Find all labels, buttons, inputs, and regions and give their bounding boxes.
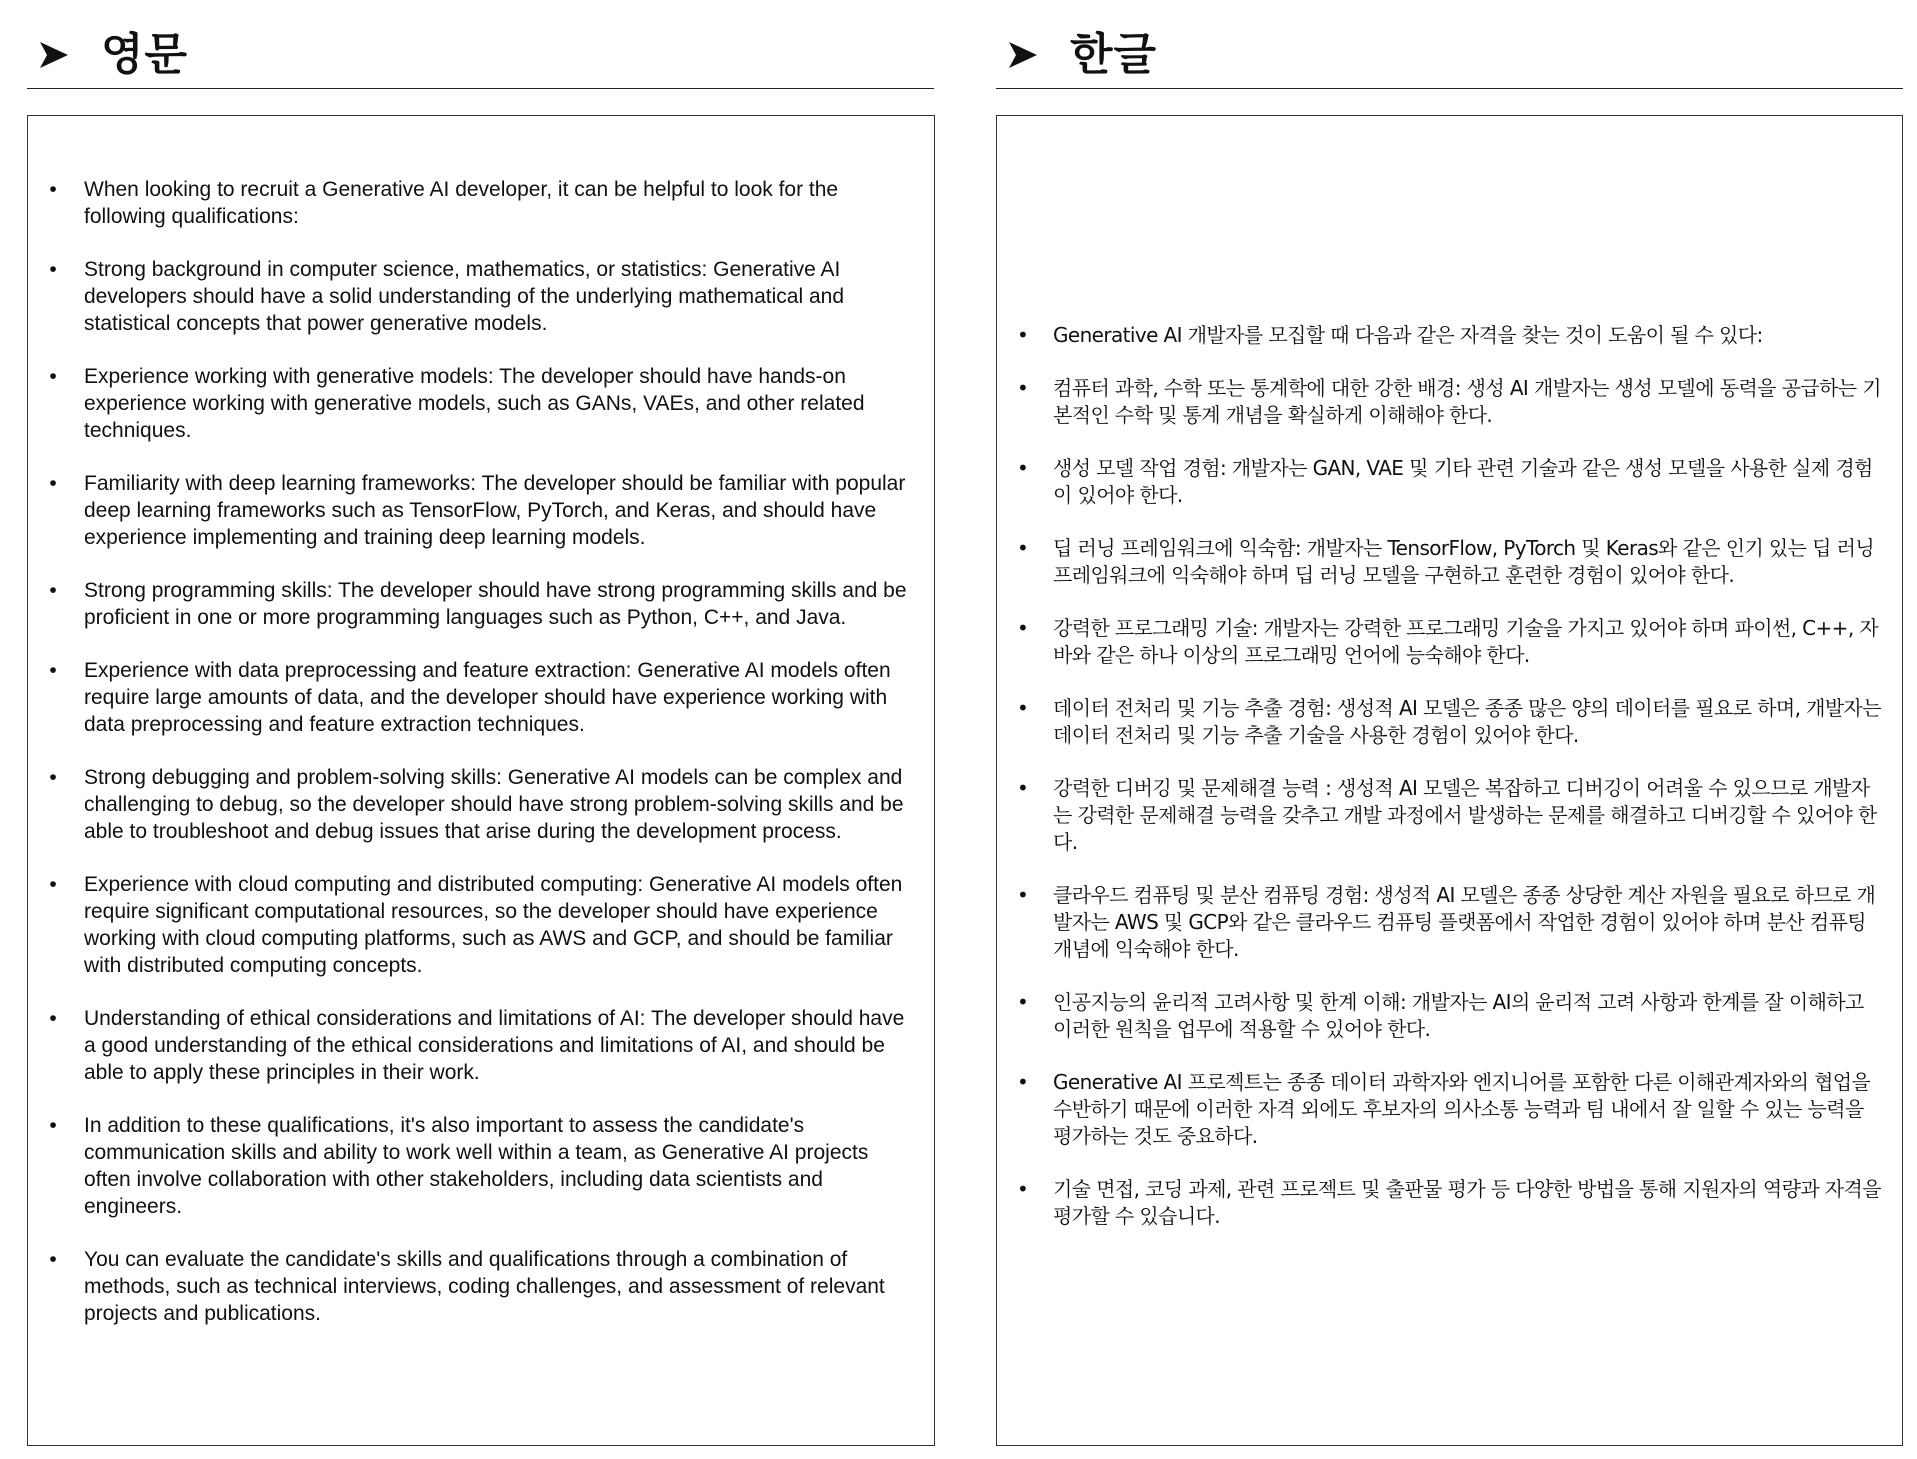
bullet-dot-icon: • [49,178,57,201]
list-item [997,615,1902,669]
list-item-text: Generative AI 개발자를 모집할 때 다음과 같은 자격을 찾는 것이 도움이 될 수 있다: [1053,323,1763,347]
arrowhead-bullet-icon [37,38,71,72]
list-item [997,375,1902,429]
english-section-header [27,22,934,89]
bullet-dot-icon: • [1017,883,1029,907]
bullet-dot-icon: • [49,1114,57,1137]
bullet-dot-icon: • [49,365,57,388]
list-item [997,695,1902,749]
list-item-text: In addition to these qualifications, it's also important to assess the candidate's communication skills and ability to work well within a team, as Generative AI projects often involve collaboration with other stakeholders, including data scientists and engineers. [84,1114,869,1218]
korean-text-panel [996,115,1903,1446]
list-item [28,764,934,845]
bullet-dot-icon: • [49,873,57,896]
bullet-dot-icon: • [1017,1177,1029,1201]
list-item [997,989,1902,1043]
list-item [997,322,1902,349]
list-item-text: Experience working with generative models: The developer should have hands-on experience working with generative models, such as GANs, VAEs, and other related techniques. [84,365,865,442]
bullet-dot-icon: • [1017,536,1029,560]
list-item [28,470,934,551]
bullet-dot-icon: • [1017,990,1029,1014]
bullet-dot-icon: • [49,579,57,602]
list-item [997,775,1902,856]
bullet-dot-icon: • [49,1248,57,1271]
bullet-dot-icon: • [49,258,57,281]
list-item-text: Generative AI 프로젝트는 종종 데이터 과학자와 엔지니어를 포함한 다른 이해관계자와의 협업을 수반하기 때문에 이러한 자격 외에도 후보자의 의사소통 능력과 팀 내에서 잘 일할 수 있는 능력을 평가하는 것도 중요하다. [1053,1070,1871,1148]
arrowhead-bullet-icon [1006,38,1040,72]
list-item-text: Strong debugging and problem-solving skills: Generative AI models can be complex and challenging to debug, so the developer should have strong problem-solving skills and be able to troubleshoot and debug issues that arise during the development process. [84,766,904,843]
list-item-text: 클라우드 컴퓨팅 및 분산 컴퓨팅 경험: 생성적 AI 모델은 종종 상당한 계산 자원을 필요로 하므로 개발자는 AWS 및 GCP와 같은 클라우드 컴퓨팅 플랫폼에서 작업한 경험이 있어야 하며 분산 컴퓨팅 개념에 익숙해야 한다. [1053,883,1876,961]
list-item [997,1069,1902,1150]
list-item-text: 강력한 디버깅 및 문제해결 능력 : 생성적 AI 모델은 복잡하고 디버깅이 어려울 수 있으므로 개발자는 강력한 문제해결 능력을 갖추고 개발 과정에서 발생하는 문제를 해결하고 디버깅할 수 있어야 한다. [1053,776,1877,854]
list-item-text: Strong background in computer science, mathematics, or statistics: Generative AI developers should have a solid understanding of the underlying mathematical and statistical concepts that power generative models. [84,258,844,335]
list-item-text: Experience with data preprocessing and feature extraction: Generative AI models often require large amounts of data, and the developer should have experience working with data preprocessing and feature extraction techniques. [84,659,891,736]
bullet-dot-icon: • [1017,456,1029,480]
list-item-text: You can evaluate the candidate's skills and qualifications through a combination of methods, such as technical interviews, coding challenges, and assessment of relevant projects and publications. [84,1248,885,1325]
bullet-dot-icon: • [1017,1070,1029,1094]
list-item-text: 데이터 전처리 및 기능 추출 경험: 생성적 AI 모델은 종종 많은 양의 데이터를 필요로 하며, 개발자는 데이터 전처리 및 기능 추출 기술을 사용한 경험이 있어야 한다. [1053,696,1881,747]
english-bullet-list [28,176,934,1353]
korean-section-header [996,22,1903,89]
bullet-dot-icon: • [49,766,57,789]
list-item-text: Familiarity with deep learning frameworks: The developer should be familiar with popular deep learning frameworks such as TensorFlow, PyTorch, and Keras, and should have experience implementing and training deep learning models. [84,472,906,549]
bullet-dot-icon: • [49,659,57,682]
korean-section-title: 한글 [1070,29,1158,80]
list-item [997,1176,1902,1230]
korean-bullet-list [997,322,1902,1256]
list-item [28,657,934,738]
list-item [28,176,934,230]
bullet-dot-icon: • [1017,776,1029,800]
list-item [28,1246,934,1327]
bullet-dot-icon: • [49,1007,57,1030]
list-item [28,577,934,631]
list-item-text: Strong programming skills: The developer should have strong programming skills and be proficient in one or more programming languages such as Python, C++, and Java. [84,579,907,629]
bullet-dot-icon: • [1017,696,1029,720]
list-item [997,455,1902,509]
list-item [997,535,1902,589]
bullet-dot-icon: • [1017,323,1029,347]
list-item-text: 컴퓨터 과학, 수학 또는 통계학에 대한 강한 배경: 생성 AI 개발자는 생성 모델에 동력을 공급하는 기본적인 수학 및 통계 개념을 확실하게 이해해야 한다. [1053,376,1881,427]
list-item-text: 인공지능의 윤리적 고려사항 및 한계 이해: 개발자는 AI의 윤리적 고려 사항과 한계를 잘 이해하고 이러한 원칙을 업무에 적용할 수 있어야 한다. [1053,990,1864,1041]
list-item-text: Understanding of ethical considerations and limitations of AI: The developer should have a good understanding of the ethical considerations and limitations of AI, and should be able to apply these principles in their work. [84,1007,905,1084]
english-text-panel [27,115,935,1446]
list-item-text: 생성 모델 작업 경험: 개발자는 GAN, VAE 및 기타 관련 기술과 같은 생성 모델을 사용한 실제 경험이 있어야 한다. [1053,456,1873,507]
list-item [28,363,934,444]
list-item-text: 기술 면접, 코딩 과제, 관련 프로젝트 및 출판물 평가 등 다양한 방법을 통해 지원자의 역량과 자격을 평가할 수 있습니다. [1053,1177,1881,1228]
list-item [28,871,934,979]
bullet-dot-icon: • [1017,376,1029,400]
list-item-text: Experience with cloud computing and distributed computing: Generative AI models often require significant computational resources, so the developer should have experience working with cloud computing platforms, such as AWS and GCP, and should be familiar with distributed computing concepts. [84,873,903,977]
english-section-title: 영문 [101,29,189,80]
list-item-text: 강력한 프로그래밍 기술: 개발자는 강력한 프로그래밍 기술을 가지고 있어야 하며 파이썬, C++, 자바와 같은 하나 이상의 프로그래밍 언어에 능숙해야 한다. [1053,616,1879,667]
bullet-dot-icon: • [49,472,57,495]
list-item-text: When looking to recruit a Generative AI developer, it can be helpful to look for the following qualifications: [84,178,839,228]
list-item [28,1112,934,1220]
bullet-dot-icon: • [1017,616,1029,640]
list-item [997,882,1902,963]
list-item [28,256,934,337]
list-item-text: 딥 러닝 프레임워크에 익숙함: 개발자는 TensorFlow, PyTorch 및 Keras와 같은 인기 있는 딥 러닝 프레임워크에 익숙해야 하며 딥 러닝 모델을 구현하고 훈련한 경험이 있어야 한다. [1053,536,1875,587]
list-item [28,1005,934,1086]
